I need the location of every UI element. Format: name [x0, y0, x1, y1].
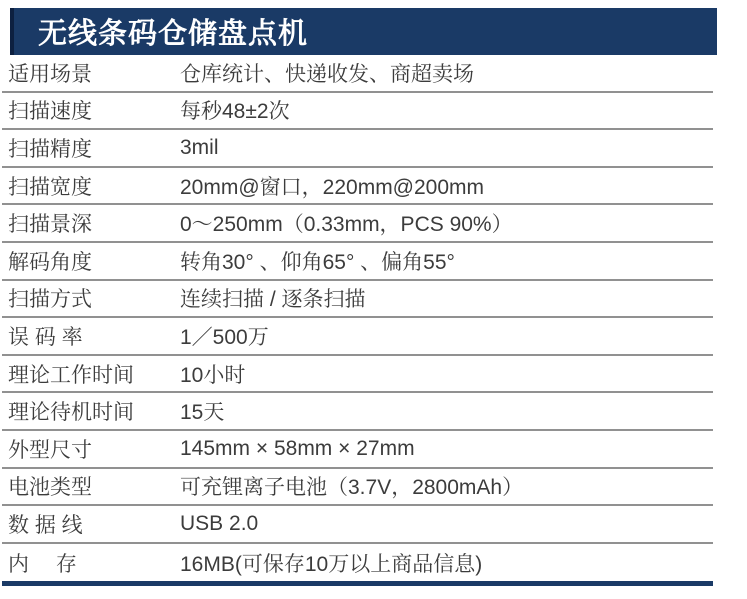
spec-value: 10小时: [180, 363, 246, 387]
table-row: [2, 281, 713, 319]
spec-value: USB 2.0: [180, 511, 259, 535]
table-row: [2, 318, 713, 356]
spec-value: 20mm@窗口，220mm@200mm: [180, 175, 485, 199]
spec-value: 连续扫描 / 逐条扫描: [180, 288, 366, 312]
spec-label: 电池类型: [8, 476, 92, 500]
table-row: [2, 431, 713, 469]
spec-value: 16MB(可保存10万以上商品信息): [180, 552, 483, 576]
spec-value: 每秒48±2次: [180, 100, 290, 124]
spec-value: 仓库统计、快递收发、商超卖场: [180, 62, 474, 86]
table-row: [2, 93, 713, 131]
table-row: [2, 469, 713, 507]
spec-label: 外型尺寸: [8, 438, 92, 462]
spec-value: 15天: [180, 401, 225, 425]
spec-value: 0～250mm（0.33mm，PCS 90%）: [180, 213, 513, 237]
spec-label: 数 据 线: [8, 513, 83, 537]
spec-label: 扫描精度: [8, 137, 92, 161]
table-row: [2, 168, 713, 206]
spec-label: 误 码 率: [8, 325, 83, 349]
table-row: [2, 544, 713, 582]
spec-value: 可充锂离子电池（3.7V，2800mAh）: [180, 476, 524, 500]
header-bar: [10, 8, 717, 55]
spec-table: [2, 55, 713, 586]
table-row: [2, 393, 713, 431]
table-row: [2, 55, 713, 93]
spec-label: 理论工作时间: [8, 363, 134, 387]
spec-label: 扫描景深: [8, 213, 92, 237]
spec-value: 3mil: [180, 135, 219, 159]
table-row: [2, 130, 713, 168]
spec-label: 扫描宽度: [8, 175, 92, 199]
table-row: [2, 506, 713, 544]
table-row: [2, 205, 713, 243]
spec-label: 内 存: [8, 552, 77, 576]
spec-label: 扫描速度: [8, 100, 92, 124]
spec-value: 1／500万: [180, 325, 269, 349]
page-title: 无线条码仓储盘点机: [38, 18, 309, 50]
table-row: [2, 356, 713, 394]
spec-label: 解码角度: [8, 250, 92, 274]
spec-value: 转角30° 、仰角65° 、偏角55°: [180, 250, 455, 274]
spec-label: 理论待机时间: [8, 401, 134, 425]
spec-label: 扫描方式: [8, 288, 92, 312]
spec-value: 145mm × 58mm × 27mm: [180, 436, 415, 460]
table-row: [2, 243, 713, 281]
spec-label: 适用场景: [8, 62, 92, 86]
